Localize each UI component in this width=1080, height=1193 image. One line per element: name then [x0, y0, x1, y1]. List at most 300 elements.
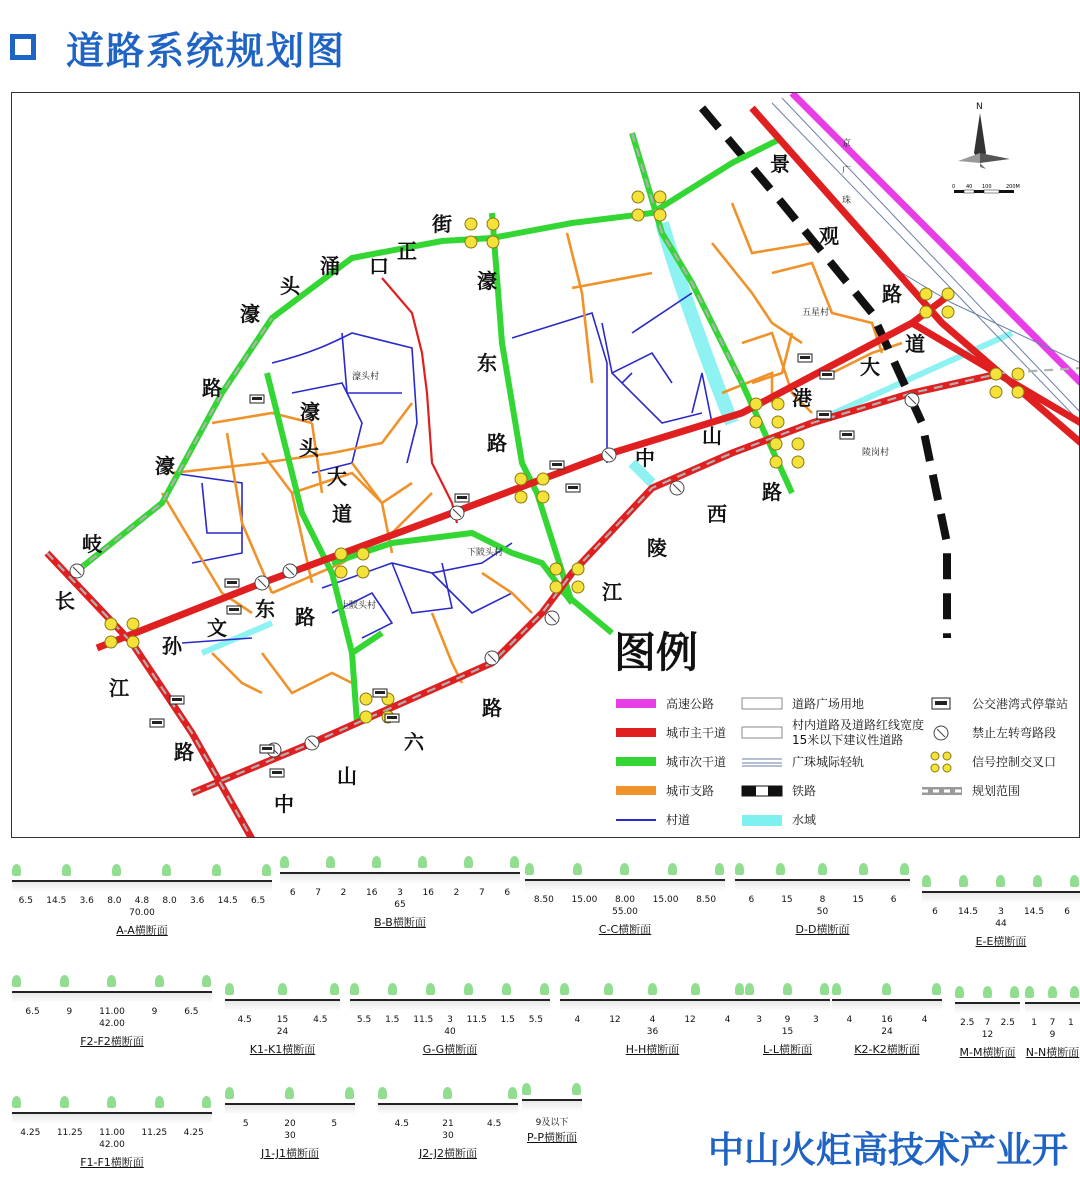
tree-icon — [262, 864, 271, 876]
dimension-value: 15 — [852, 895, 864, 905]
signal-dot — [465, 218, 477, 230]
dimension-value: 11.25 — [141, 1128, 168, 1138]
tree-icon — [162, 864, 171, 876]
section-total-width: 30 — [284, 1131, 296, 1141]
section-total-width: 36 — [646, 1027, 659, 1037]
section-total-width: 42.00 — [99, 1019, 125, 1029]
dimension-value: 14.5 — [46, 896, 67, 906]
section-label: P-P横断面 — [527, 1131, 577, 1144]
section-dimensions — [1025, 1018, 1080, 1028]
dimension-value: 3 — [756, 1015, 763, 1025]
road-profile — [12, 1112, 212, 1124]
tree-icon — [620, 863, 629, 875]
road-label: 山 — [702, 424, 722, 448]
tree-icon — [502, 983, 511, 995]
dimension-value: 4.5 — [487, 1119, 502, 1129]
dimension-value: 9及以下 — [535, 1118, 569, 1128]
dimension-value: 7 — [1049, 1018, 1056, 1028]
footer-title: 中山火炬高技术产业开 — [708, 1130, 1069, 1171]
dimension-value: 8.50 — [696, 895, 717, 905]
dimension-value: 15 — [276, 1015, 289, 1025]
section-label: A-A横断面 — [116, 924, 168, 937]
dimension-value: 4.25 — [183, 1128, 204, 1138]
dimension-value: 3.6 — [79, 896, 94, 906]
signal-dot — [360, 693, 372, 705]
dimension-value: 20 — [284, 1119, 296, 1129]
dimension-value: 8 — [819, 895, 826, 905]
road-profile — [280, 872, 520, 884]
road-label: 路 — [882, 282, 902, 306]
legend-item — [742, 783, 816, 798]
dimension-value: 14.5 — [957, 907, 978, 917]
section-total-width: 15 — [781, 1027, 794, 1037]
dimension-value: 4.25 — [20, 1128, 41, 1138]
road-labels — [55, 152, 925, 816]
road-label: 路 — [487, 431, 507, 455]
section-dimensions — [832, 1015, 942, 1025]
road-label: 西 — [707, 502, 727, 526]
dimension-value: 2.5 — [1000, 1018, 1015, 1028]
road-profile — [12, 880, 272, 892]
signal-dot — [792, 456, 804, 468]
road-profile — [922, 891, 1080, 903]
square-bullet-icon — [10, 34, 36, 60]
signal-dot — [515, 473, 527, 485]
tree-icon — [345, 1087, 354, 1099]
signal-dot — [335, 566, 347, 578]
section-dimensions — [525, 895, 725, 905]
tree-icon — [330, 983, 339, 995]
cross-section — [350, 967, 550, 1056]
section-label: G-G横断面 — [422, 1043, 478, 1056]
signal-dot — [515, 491, 527, 503]
dimension-value: 6 — [1064, 907, 1070, 917]
tree-icon — [932, 983, 941, 995]
tree-icon — [983, 986, 992, 998]
village-label: 广 — [842, 166, 852, 176]
road-label: 观 — [819, 224, 839, 248]
road-profile — [525, 879, 725, 891]
road-label: 路 — [482, 696, 502, 720]
signal-dot — [127, 618, 139, 630]
section-dimensions — [12, 896, 272, 906]
section-label: K2-K2横断面 — [854, 1043, 920, 1056]
legend — [614, 628, 1068, 827]
dimension-value: 6 — [504, 888, 511, 898]
section-total-width: 12 — [981, 1030, 994, 1040]
signal-dot — [770, 456, 782, 468]
road-label: 涌 — [320, 254, 340, 278]
legend-item — [934, 725, 1056, 740]
section-total-width: 24 — [276, 1027, 289, 1037]
dimension-value: 2 — [453, 888, 460, 898]
cross-section — [745, 967, 830, 1056]
dimension-value: 11.00 — [99, 1128, 125, 1138]
dimension-value: 7 — [984, 1018, 991, 1028]
legend-item — [742, 812, 816, 827]
signal-dot — [537, 473, 549, 485]
dimension-value: 11.5 — [413, 1015, 434, 1025]
tree-icon — [900, 863, 909, 875]
dimension-value: 3 — [447, 1015, 453, 1025]
dimension-value: 2.5 — [960, 1018, 975, 1028]
dimension-value: 4.5 — [237, 1015, 252, 1025]
legend-item — [616, 783, 714, 798]
road-label: 路 — [174, 740, 194, 764]
signal-dot — [920, 288, 932, 300]
section-label: L-L横断面 — [762, 1043, 813, 1056]
dimension-value: 6.5 — [184, 1007, 199, 1017]
road-label: 大 — [860, 355, 880, 379]
tree-icon — [12, 1096, 21, 1108]
main-roads — [47, 108, 1080, 838]
legend-label: 道路广场用地 — [792, 697, 865, 711]
road-profile — [378, 1103, 518, 1115]
tree-icon — [522, 1083, 531, 1095]
tree-icon — [745, 983, 754, 995]
legend-title: 图例 — [614, 628, 699, 677]
section-dimensions — [745, 1015, 830, 1025]
section-dimensions — [955, 1018, 1020, 1028]
tree-icon — [508, 1087, 517, 1099]
legend-item — [616, 726, 726, 740]
dimension-value: 11.25 — [56, 1128, 83, 1138]
dimension-value: 8.0 — [107, 896, 122, 906]
tree-icon — [388, 983, 397, 995]
road-profile — [225, 999, 340, 1011]
road-label: 港 — [792, 386, 812, 410]
signal-dot — [654, 191, 666, 203]
section-total-width: 9 — [1049, 1030, 1056, 1040]
section-dimensions — [12, 1128, 212, 1138]
section-dimensions — [225, 1119, 355, 1129]
section-label: E-E横断面 — [975, 935, 1027, 948]
legend-label: 信号控制交叉口 — [972, 755, 1057, 769]
dimension-value: 15.00 — [652, 895, 679, 905]
dimension-value: 1.5 — [385, 1015, 400, 1025]
legend-label: 铁路 — [792, 784, 817, 798]
dimension-value: 3.6 — [190, 896, 205, 906]
tree-icon — [212, 864, 221, 876]
dimension-value: 4 — [724, 1015, 731, 1025]
road-profile — [560, 999, 745, 1011]
legend-item — [932, 696, 1068, 711]
tree-icon — [155, 975, 164, 987]
tree-icon — [60, 1096, 69, 1108]
tree-icon — [418, 856, 427, 868]
village-label: 陵岗村 — [862, 448, 890, 458]
section-dimensions — [922, 907, 1080, 917]
road-label: 濠 — [155, 454, 175, 478]
signal-dot — [465, 236, 477, 248]
tree-icon — [107, 975, 116, 987]
dimension-value: 6.5 — [18, 896, 33, 906]
dimension-value: 5.5 — [356, 1015, 372, 1025]
tree-icon — [155, 1096, 164, 1108]
signal-dot — [770, 438, 782, 450]
road-label: 口 — [369, 254, 389, 278]
tree-icon — [996, 875, 1005, 887]
dimension-value: 9 — [151, 1007, 158, 1017]
dimension-value: 3 — [998, 907, 1004, 917]
cross-section — [12, 1082, 212, 1169]
dimension-value: 21 — [442, 1119, 454, 1129]
road-profile — [522, 1099, 582, 1111]
legend-item — [616, 812, 690, 827]
signal-dot — [942, 306, 954, 318]
tree-icon — [280, 856, 289, 868]
road-label: 文 — [207, 616, 227, 640]
tree-icon — [372, 856, 381, 868]
signal-dot — [550, 581, 562, 593]
tree-icon — [1070, 986, 1079, 998]
dimension-value: 5 — [331, 1119, 338, 1129]
section-total-width: 50 — [816, 907, 829, 917]
legend-label: 村内道路及道路红线宽度 — [792, 718, 925, 732]
signal-dot — [537, 491, 549, 503]
tree-icon — [464, 856, 473, 868]
cross-section — [225, 1074, 355, 1160]
signal-dot — [487, 236, 499, 248]
village-label: 濠头村 — [352, 372, 380, 382]
scale-200: 200M — [1006, 184, 1020, 190]
dimension-value: 9 — [784, 1015, 791, 1025]
signal-dot — [750, 416, 762, 428]
legend-label: 15米以下建议性道路 — [792, 733, 904, 747]
dimension-value: 8.00 — [614, 895, 635, 905]
tree-icon — [1010, 986, 1019, 998]
north-label: N — [976, 102, 983, 112]
tree-icon — [278, 983, 287, 995]
cross-section — [12, 947, 212, 1062]
road-label: 中 — [274, 792, 294, 816]
bus-stops — [150, 354, 854, 777]
road-label: 濠 — [477, 269, 497, 293]
section-label: F2-F2横断面 — [80, 1035, 144, 1048]
section-label: N-N横断面 — [1025, 1046, 1080, 1059]
dimension-value: 6 — [932, 907, 938, 917]
dimension-value: 1 — [1031, 1018, 1038, 1028]
tree-icon — [107, 1096, 116, 1108]
north-arrow-icon — [958, 102, 1010, 169]
signal-dot — [357, 548, 369, 560]
road-profile — [225, 1103, 355, 1115]
legend-label: 城市次干道 — [666, 755, 727, 769]
legend-label: 城市支路 — [666, 784, 715, 798]
signal-dot — [942, 288, 954, 300]
dimension-value: 3 — [812, 1015, 819, 1025]
dimension-value: 15 — [781, 895, 793, 905]
tree-icon — [959, 875, 968, 887]
signal-dot — [792, 438, 804, 450]
tree-icon — [1048, 986, 1057, 998]
map-canvas — [12, 93, 1080, 838]
dimension-value: 16 — [422, 888, 434, 898]
section-dimensions — [12, 1007, 212, 1017]
tree-icon — [818, 863, 827, 875]
dimension-value: 6 — [748, 895, 755, 905]
dimension-value: 14.5 — [217, 896, 238, 906]
tree-icon — [525, 863, 534, 875]
road-label: 东 — [477, 351, 497, 375]
dimension-value: 6 — [890, 895, 897, 905]
signal-dot — [772, 416, 784, 428]
signal-dot — [572, 581, 584, 593]
tree-icon — [350, 983, 359, 995]
road-label: 路 — [202, 376, 222, 400]
legend-item — [742, 717, 924, 747]
road-label: 景 — [770, 152, 790, 176]
section-label: J1-J1横断面 — [260, 1147, 320, 1160]
section-label: H-H横断面 — [625, 1043, 680, 1056]
legend-label: 水域 — [792, 813, 817, 827]
road-profile — [12, 991, 212, 1003]
tree-icon — [1070, 875, 1079, 887]
dimension-value: 4.5 — [394, 1119, 409, 1129]
legend-item — [742, 696, 864, 711]
signal-dot — [990, 386, 1002, 398]
page-title: 道路系统规划图 — [66, 28, 347, 73]
legend-item — [616, 696, 714, 711]
section-total-width: 70.00 — [129, 908, 155, 918]
legend-label: 规划范围 — [972, 784, 1021, 798]
dimension-value: 8.0 — [162, 896, 177, 906]
tree-icon — [510, 856, 519, 868]
road-label: 中 — [635, 446, 655, 470]
village-label: 下陂头村 — [467, 548, 504, 558]
tree-icon — [573, 863, 582, 875]
road-label: 濠 — [240, 302, 260, 326]
section-dimensions — [378, 1119, 518, 1129]
signal-dot — [105, 636, 117, 648]
legend-label: 城市主干道 — [666, 726, 727, 740]
road-profile — [832, 999, 942, 1011]
section-label: B-B横断面 — [374, 916, 426, 929]
signal-dot — [632, 209, 644, 221]
road-label: 头 — [280, 274, 300, 298]
dimension-value: 15.00 — [571, 895, 598, 905]
dimension-value: 4 — [846, 1015, 853, 1025]
signal-dot — [990, 368, 1002, 380]
signal-dot — [750, 398, 762, 410]
dimension-value: 11.5 — [466, 1015, 487, 1025]
signal-dot — [920, 306, 932, 318]
dimension-value: 8.50 — [533, 895, 554, 905]
dimension-value: 16 — [366, 888, 378, 898]
road-label: 六 — [404, 730, 424, 754]
tree-icon — [783, 983, 792, 995]
scale-0: 0 — [952, 184, 956, 190]
section-label: F1-F1横断面 — [80, 1156, 144, 1169]
section-total-width: 44 — [995, 919, 1007, 929]
tree-icon — [60, 975, 69, 987]
section-total-width: 42.00 — [99, 1140, 125, 1150]
tree-icon — [572, 1083, 581, 1095]
signal-dot — [360, 711, 372, 723]
road-label: 江 — [602, 580, 622, 604]
signal-dot — [632, 191, 644, 203]
road-label: 正 — [397, 239, 417, 263]
tree-icon — [202, 975, 211, 987]
road-system-map — [11, 92, 1080, 838]
road-label: 大 — [327, 465, 347, 489]
legend-label: 高速公路 — [666, 697, 715, 711]
dimension-value: 3 — [397, 888, 403, 898]
section-dimensions — [522, 1115, 582, 1128]
tree-icon — [62, 864, 71, 876]
tree-icon — [1033, 875, 1042, 887]
tree-icon — [12, 864, 21, 876]
cross-section — [1025, 972, 1080, 1059]
tree-icon — [715, 863, 724, 875]
tree-icon — [859, 863, 868, 875]
signal-dot — [357, 566, 369, 578]
road-label: 东 — [255, 597, 275, 621]
tree-icon — [668, 863, 677, 875]
cross-section — [735, 847, 910, 936]
legend-item — [922, 783, 1020, 798]
tree-icon — [540, 983, 549, 995]
dimension-value: 1.5 — [500, 1015, 515, 1025]
page-header — [10, 22, 346, 72]
dimension-value: 16 — [881, 1015, 893, 1025]
dimension-value: 14.5 — [1024, 907, 1045, 917]
tree-icon — [112, 864, 121, 876]
cross-section — [280, 842, 520, 929]
road-profile — [955, 1002, 1020, 1014]
section-dimensions — [560, 1015, 745, 1025]
dimension-value: 6.5 — [25, 1007, 40, 1017]
tree-icon — [735, 983, 744, 995]
dimension-value: 12 — [684, 1015, 696, 1025]
tree-icon — [443, 1087, 452, 1099]
tree-icon — [735, 863, 744, 875]
dimension-value: 4.8 — [134, 896, 150, 906]
dimension-value: 11.00 — [99, 1007, 125, 1017]
legend-label: 禁止左转弯路段 — [972, 726, 1057, 740]
tree-icon — [464, 983, 473, 995]
signal-dot — [335, 548, 347, 560]
cross-section — [12, 842, 272, 942]
tree-icon — [648, 983, 657, 995]
dimension-value: 4.5 — [313, 1015, 328, 1025]
tree-icon — [326, 856, 335, 868]
tree-icon — [12, 975, 21, 987]
dimension-value: 2 — [340, 888, 347, 898]
cross-section — [522, 1074, 582, 1144]
cross-section — [922, 862, 1080, 948]
dimension-value: 12 — [609, 1015, 621, 1025]
section-dimensions — [225, 1015, 340, 1025]
tree-icon — [225, 983, 234, 995]
tree-icon — [882, 983, 891, 995]
scale-100: 100 — [982, 184, 992, 190]
section-total-width: 55.00 — [612, 907, 638, 917]
tree-icon — [378, 1087, 387, 1099]
cross-section — [955, 972, 1020, 1059]
road-profile — [745, 999, 830, 1011]
road-label: 长 — [55, 589, 75, 613]
dimension-value: 4 — [649, 1015, 656, 1025]
signal-dot — [105, 618, 117, 630]
road-label: 头 — [299, 436, 319, 460]
signal-dot — [772, 398, 784, 410]
section-total-width: 30 — [442, 1131, 454, 1141]
dimension-value: 7 — [479, 888, 485, 898]
road-profile — [350, 999, 550, 1011]
zhengjie-street — [382, 278, 457, 523]
section-label: K1-K1横断面 — [249, 1043, 316, 1056]
